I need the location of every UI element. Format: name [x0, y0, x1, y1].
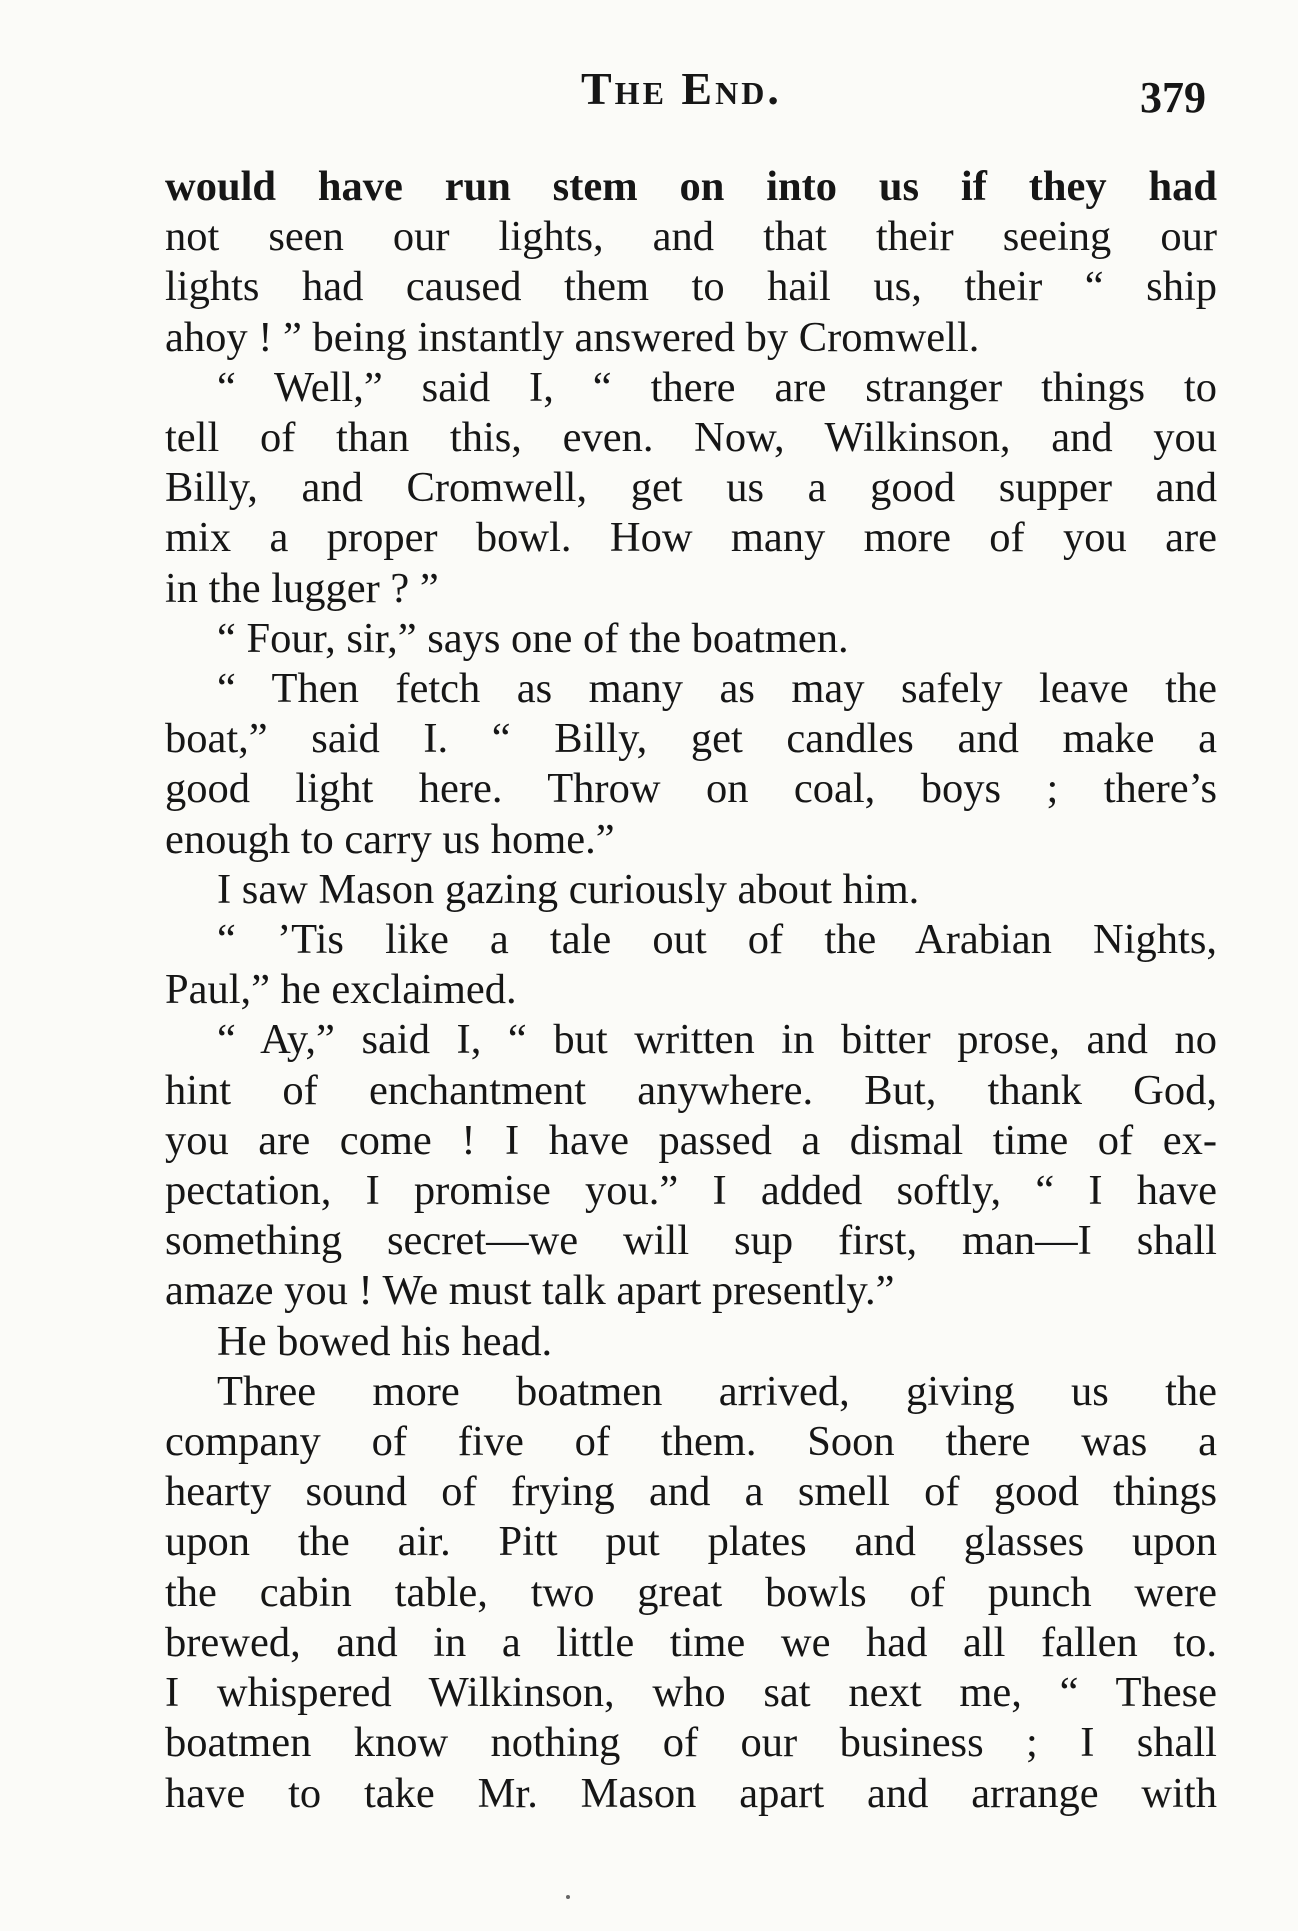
- text-line: “ Well,” said I, “ there are stranger things to: [217, 363, 1217, 411]
- text-line: upon the air. Pitt put plates and glasses upon: [165, 1518, 1217, 1566]
- text-line: mix a proper bowl. How many more of you are: [165, 514, 1217, 562]
- text-line: Three more boatmen arrived, giving us the: [217, 1367, 1217, 1415]
- running-head: [0, 62, 1298, 122]
- text-line: hint of enchantment anywhere. But, thank God,: [165, 1066, 1217, 1114]
- text-line: “ ’Tis like a tale out of the Arabian Nights,: [217, 916, 1217, 964]
- text-line: Paul,” he exclaimed.: [165, 966, 517, 1014]
- running-title: The End.: [581, 63, 782, 114]
- text-line: have to take Mr. Mason apart and arrange with: [165, 1769, 1217, 1817]
- text-line: brewed, and in a little time we had all fallen to.: [165, 1618, 1217, 1666]
- text-line: I saw Mason gazing curiously about him.: [217, 865, 920, 913]
- text-line: hearty sound of frying and a smell of good things: [165, 1468, 1217, 1516]
- body-text: [165, 162, 1217, 1819]
- text-line: “ Then fetch as many as may safely leave the: [217, 665, 1217, 713]
- text-line: Billy, and Cromwell, get us a good supper and: [165, 464, 1217, 512]
- page-number: 379: [1140, 73, 1206, 122]
- text-line: “ Four, sir,” says one of the boatmen.: [217, 614, 849, 662]
- text-line: in the lugger ? ”: [165, 564, 439, 612]
- page-speck: [566, 1895, 570, 1899]
- text-line: ahoy ! ” being instantly answered by Cromwell.: [165, 313, 980, 361]
- text-line: lights had caused them to hail us, their “ ship: [165, 263, 1217, 311]
- text-line: not seen our lights, and that their seeing our: [165, 213, 1217, 261]
- text-line: the cabin table, two great bowls of punch were: [165, 1568, 1217, 1616]
- text-line: company of five of them. Soon there was a: [165, 1418, 1217, 1466]
- text-line: would have run stem on into us if they had: [165, 163, 1217, 210]
- text-line: amaze you ! We must talk apart presently.”: [165, 1267, 895, 1315]
- text-line: boat,” said I. “ Billy, get candles and make a: [165, 715, 1217, 763]
- text-line: I whispered Wilkinson, who sat next me, “ These: [165, 1669, 1217, 1717]
- text-line: good light here. Throw on coal, boys ; there’s: [165, 765, 1217, 813]
- text-line: “ Ay,” said I, “ but written in bitter prose, and no: [217, 1016, 1217, 1064]
- text-line: you are come ! I have passed a dismal time of ex-: [165, 1116, 1217, 1164]
- text-line: something secret—we will sup first, man—I shall: [165, 1217, 1217, 1265]
- text-line: enough to carry us home.”: [165, 815, 615, 863]
- text-line: boatmen know nothing of our business ; I shall: [165, 1719, 1217, 1767]
- text-line: tell of than this, even. Now, Wilkinson, and you: [165, 414, 1217, 462]
- text-line: pectation, I promise you.” I added softly, “ I have: [165, 1167, 1217, 1215]
- text-line: He bowed his head.: [217, 1317, 553, 1365]
